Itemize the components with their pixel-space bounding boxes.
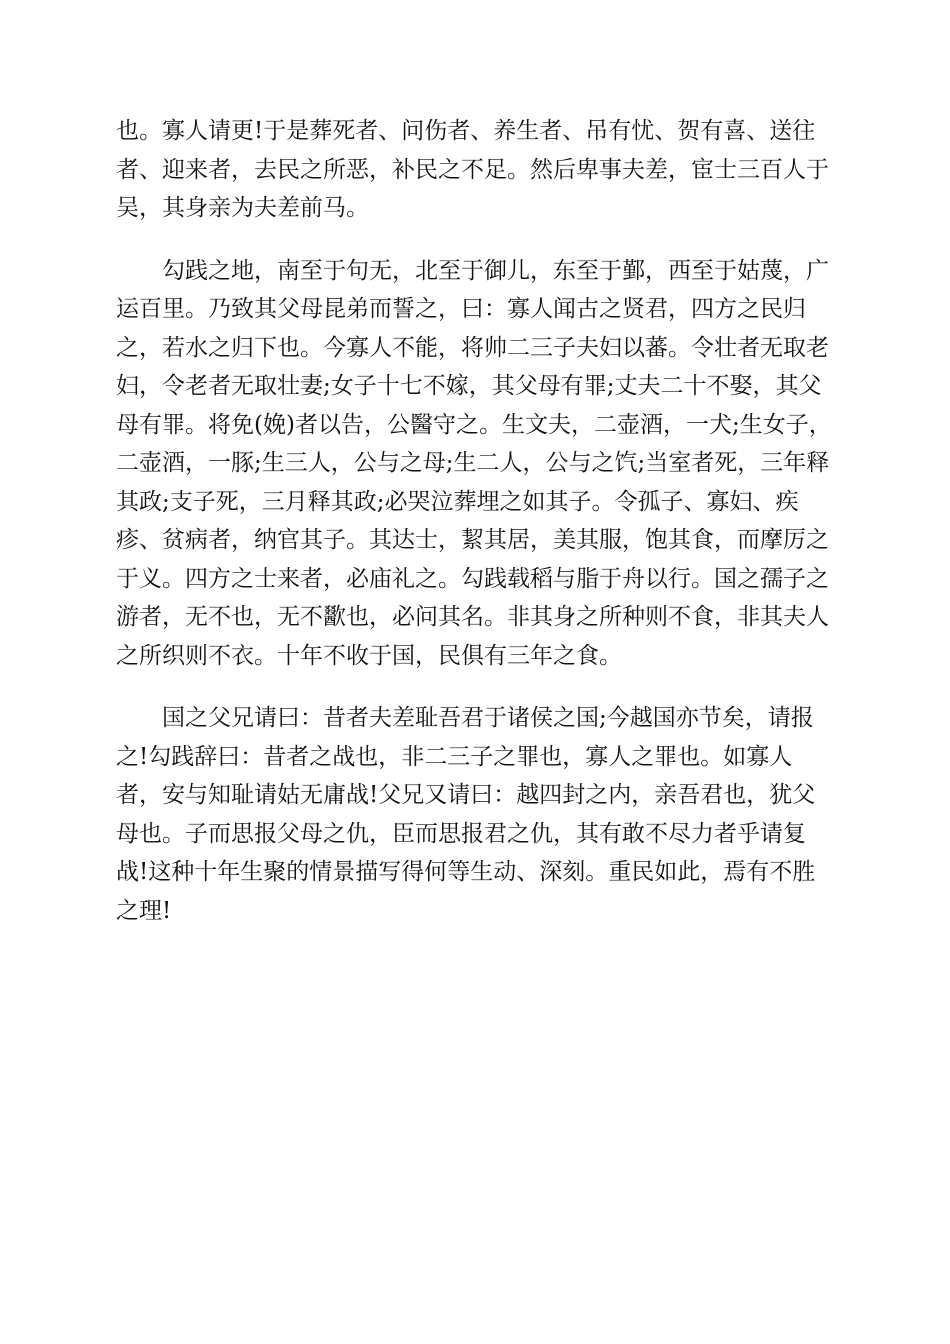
document-body [116,112,832,954]
paragraph-3: 国之父兄请曰：昔者夫差耻吾君于诸侯之国;今越国亦节矣，请报之!勾践辞曰：昔者之战也，非二三子之罪也，寡人之罪也。如寡人者，安与知耻请姑无庸战!父兄又请曰：越四封之内，亲吾君也，犹父母也。子而思报父母之仇，臣而思报君之仇，其有敢不尽力者乎请复战!这种十年生聚的情景描写得何等生动、深刻。重民如此，焉有不胜之理! [116,705,816,924]
paragraph-1: 也。寡人请更!于是葬死者、问伤者、养生者、吊有忧、贺有喜、送往者、迎来者，去民之所恶，补民之不足。然后卑事夫差，宦士三百人于吴，其身亲为夫差前马。 [116,118,829,221]
paragraph-2: 勾践之地，南至于句无，北至于御儿，东至于鄞，西至于姑蔑，广运百里。乃致其父母昆弟而誓之，曰：寡人闻古之贤君，四方之民归之，若水之归下也。今寡人不能，将帅二三子夫妇以蕃。令壮者无取老妇，令老者无取壮妻;女子十七不嫁，其父母有罪;丈夫二十不娶，其父母有罪。将免(娩)者以告，公醫守之。生文夫，二壶酒，一犬;生女子，二壶酒，一豚;生三人，公与之母;生二人，公与之饩;当室者死，三年释其政;支子死，三月释其政;必哭泣葬埋之如其子。令孤子、寡妇、疾疹、贫病者，纳官其子。其达士，絜其居，美其服，饱其食，而摩厉之于义。四方之士来者，必庙礼之。勾践载稻与脂于舟以行。国之孺子之游者，无不也，无不歠也，必问其名。非其身之所种则不食，非其夫人之所织则不衣。十年不收于国，民俱有三年之食。 [116,257,832,669]
